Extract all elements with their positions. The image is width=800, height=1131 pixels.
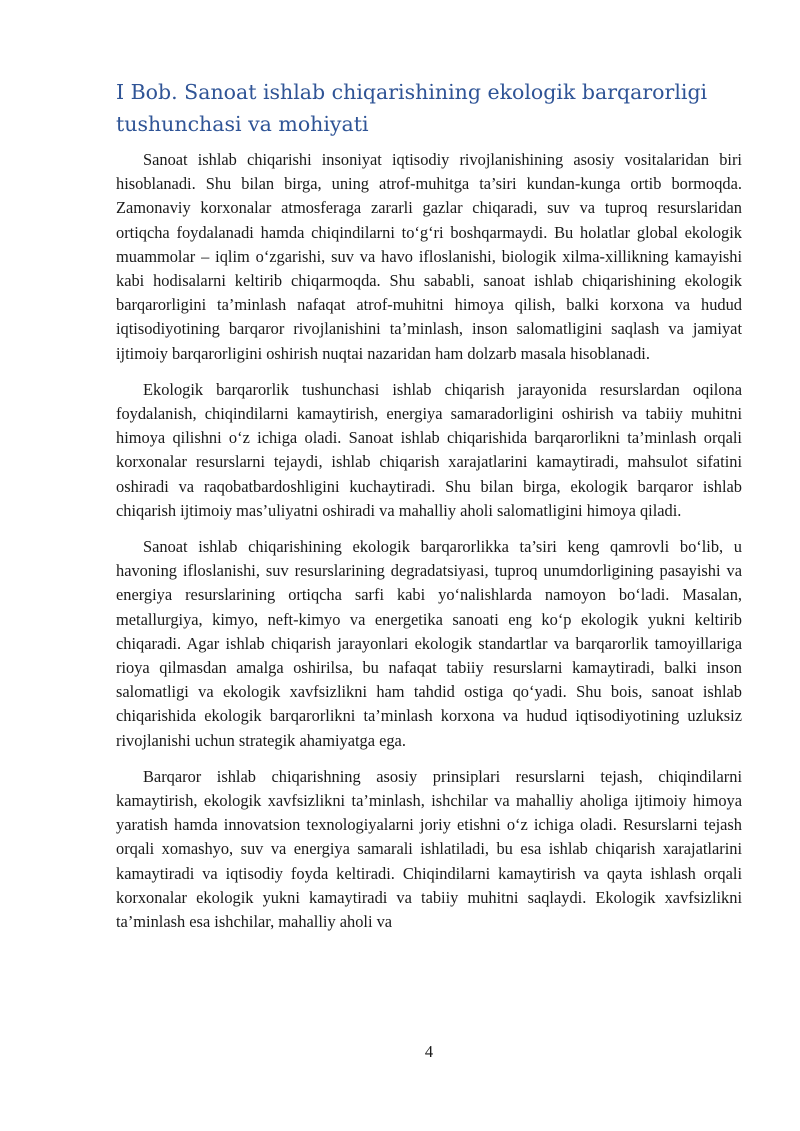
chapter-heading: I Bob. Sanoat ishlab chiqarishining ekologik barqarorligi tushunchasi va mohiyati [116,80,708,136]
page-number: 4 [424,1042,434,1061]
paragraph-2: Ekologik barqarorlik tushunchasi ishlab chiqarish jarayonida resurslardan oqilona foydalanish, chiqindilarni kamaytirish, energiya samaradorligini oshirish va tabiiy muhitni himoya qilishni o‘z ichiga oladi. Sanoat ishlab chiqarishida barqarorlikni ta’minlash orqali korxonalar resurslarni tejaydi, ishlab chiqarish xarajatlarini kamaytiradi, mahsulot sifatini oshiradi va raqobatbardoshligini kuchaytiradi. Shu bilan birga, ekologik barqaror ishlab chiqarish ijtimoiy mas’uliyatni oshiradi va mahalliy aholi salomatligini himoya qiladi. [116,379,742,520]
paragraph-1: Sanoat ishlab chiqarishi insoniyat iqtisodiy rivojlanishining asosiy vositalaridan biri hisoblanadi. Shu bilan birga, uning atrof-muhitga ta’siri kundan-kunga ortib bormoqda. Zamonaviy korxonalar atmosferaga zararli gazlar chiqaradi, suv va tuproq resurslaridan ortiqcha foydalanadi hamda chiqindilarni to‘g‘ri boshqarmaydi. Bu holatlar global ekologik muammolar – iqlim o‘zgarishi, suv va havo ifloslanishi, biologik xilma-xillikning kamayishi kabi hodisalarni keltirib chiqarmoqda. Shu sababli, sanoat ishlab chiqarishining ekologik barqarorligini ta’minlash nafaqat atrof-muhitni himoya qilish, balki korxona va hudud iqtisodiyotining barqaror rivojlanishini ta’minlash, inson salomatligini saqlash va jamiyat ijtimoiy barqarorligini oshirish nuqtai nazaridan ham dolzarb masala hisoblanadi. [116,150,742,363]
paragraph-3: Sanoat ishlab chiqarishining ekologik barqarorlikka ta’siri keng qamrovli bo‘lib, u havoning ifloslanishi, suv resurslarining degradatsiyasi, tuproq unumdorligining pasayishi va energiya resurslarining ortiqcha sarfi kabi yo‘nalishlarda namoyon bo‘ladi. Masalan, metallurgiya, kimyo, neft-kimyo va energetika sanoati eng ko‘p ekologik yukni keltirib chiqaradi. Agar ishlab chiqarish jarayonlari ekologik standartlar va barqarorlik tamoyillariga rioya qilmasdan amalga oshirilsa, bu nafaqat tabiiy resurslarni kamaytiradi, balki inson salomatligi va ekologik xavfsizlikni ham tahdid ostiga qo‘yadi. Shu bois, sanoat ishlab chiqarishida ekologik barqarorlikni ta’minlash korxona va hudud iqtisodiyotining uzluksiz rivojlanishi uchun strategik ahamiyatga ega. [116,537,742,750]
body-text [116,148,742,946]
paragraph-4: Barqaror ishlab chiqarishning asosiy prinsiplari resurslarni tejash, chiqindilarni kamaytirish, ekologik xavfsizlikni ta’minlash, ishchilar va mahalliy aholiga ijtimoiy himoya yaratish hamda innovatsion texnologiyalarni joriy etishni o‘z ichiga oladi. Resurslarni tejash orqali xomashyo, suv va energiya samarali ishlatiladi, bu esa ishlab chiqarish xarajatlarini kamaytiradi va iqtisodiy foyda keltiradi. Chiqindilarni kamaytirish va qayta ishlash orqali korxonalar ekologik yukni kamaytiradi va tabiiy muhitni saqlaydi. Ekologik xavfsizlikni ta’minlash esa ishchilar, mahalliy aholi va [116,766,742,932]
